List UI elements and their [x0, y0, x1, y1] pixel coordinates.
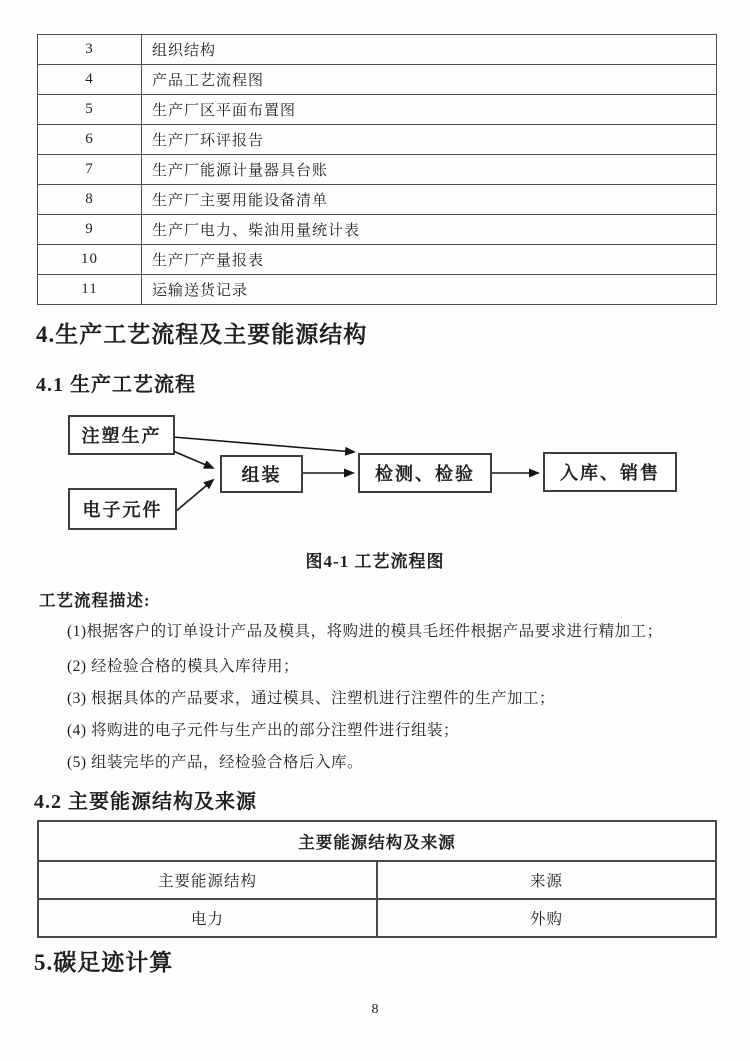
- section-4-title: 4.生产工艺流程及主要能源结构: [36, 322, 368, 347]
- doc-row-number: 7: [38, 155, 142, 185]
- doc-row-name: 生产厂主要用能设备清单: [142, 185, 717, 215]
- doc-row-number: 6: [38, 125, 142, 155]
- process-step-5: (5) 组装完毕的产品，经检验合格后入库。: [67, 754, 363, 771]
- doc-row-number: 8: [38, 185, 142, 215]
- table-row: [38, 821, 716, 861]
- energy-table: [37, 820, 717, 938]
- flow-node-warehouse-sales: 入库、销售: [543, 452, 677, 492]
- energy-header-source: 来源: [377, 861, 716, 899]
- energy-header-structure: 主要能源结构: [38, 861, 377, 899]
- process-step-4: (4) 将购进的电子元件与生产出的部分注塑件进行组装；: [67, 722, 459, 739]
- doc-row-name: 运输送货记录: [142, 275, 717, 305]
- section-4-1-title: 4.1 生产工艺流程: [36, 374, 196, 396]
- flow-node-electronic-parts: 电子元件: [68, 488, 177, 530]
- process-step-1: (1)根据客户的订单设计产品及模具，将购进的模具毛坯件根据产品要求进行精加工；: [67, 623, 663, 640]
- doc-row-name: 生产厂区平面布置图: [142, 95, 717, 125]
- doc-row-number: 9: [38, 215, 142, 245]
- energy-cell-structure: 电力: [38, 899, 377, 937]
- table-row: [38, 35, 717, 65]
- table-row: [38, 125, 717, 155]
- doc-row-name: 生产厂电力、柴油用量统计表: [142, 215, 717, 245]
- table-row: [38, 275, 717, 305]
- energy-cell-source: 外购: [377, 899, 716, 937]
- doc-row-number: 3: [38, 35, 142, 65]
- doc-row-name: 产品工艺流程图: [142, 65, 717, 95]
- energy-table-title: 主要能源结构及来源: [38, 821, 716, 861]
- doc-row-number: 10: [38, 245, 142, 275]
- doc-row-number: 5: [38, 95, 142, 125]
- page-number: 8: [371, 1002, 379, 1017]
- doc-row-name: 生产厂能源计量器具台账: [142, 155, 717, 185]
- doc-row-number: 4: [38, 65, 142, 95]
- section-4-2-title: 4.2 主要能源结构及来源: [34, 791, 257, 813]
- table-row: [38, 65, 717, 95]
- doc-row-name: 生产厂环评报告: [142, 125, 717, 155]
- doc-row-number: 11: [38, 275, 142, 305]
- table-row: [38, 95, 717, 125]
- table-row: [38, 185, 717, 215]
- table-row: [38, 155, 717, 185]
- table-row: [38, 215, 717, 245]
- figure-caption: 图4-1 工艺流程图: [305, 552, 445, 571]
- process-step-2: (2) 经检验合格的模具入库待用；: [67, 658, 299, 675]
- process-flowchart: [0, 403, 750, 543]
- flow-node-injection-molding: 注塑生产: [68, 415, 175, 455]
- table-row: [38, 245, 717, 275]
- table-row: [38, 899, 716, 937]
- flow-node-inspection: 检测、检验: [358, 453, 492, 493]
- doc-row-name: 组织结构: [142, 35, 717, 65]
- section-5-title: 5.碳足迹计算: [34, 950, 174, 975]
- process-description-heading: 工艺流程描述:: [39, 591, 151, 610]
- process-step-3: (3) 根据具体的产品要求，通过模具、注塑机进行注塑件的生产加工；: [67, 690, 555, 707]
- table-row: [38, 861, 716, 899]
- documents-table: [37, 34, 717, 305]
- doc-row-name: 生产厂产量报表: [142, 245, 717, 275]
- flow-node-assembly: 组装: [220, 455, 303, 493]
